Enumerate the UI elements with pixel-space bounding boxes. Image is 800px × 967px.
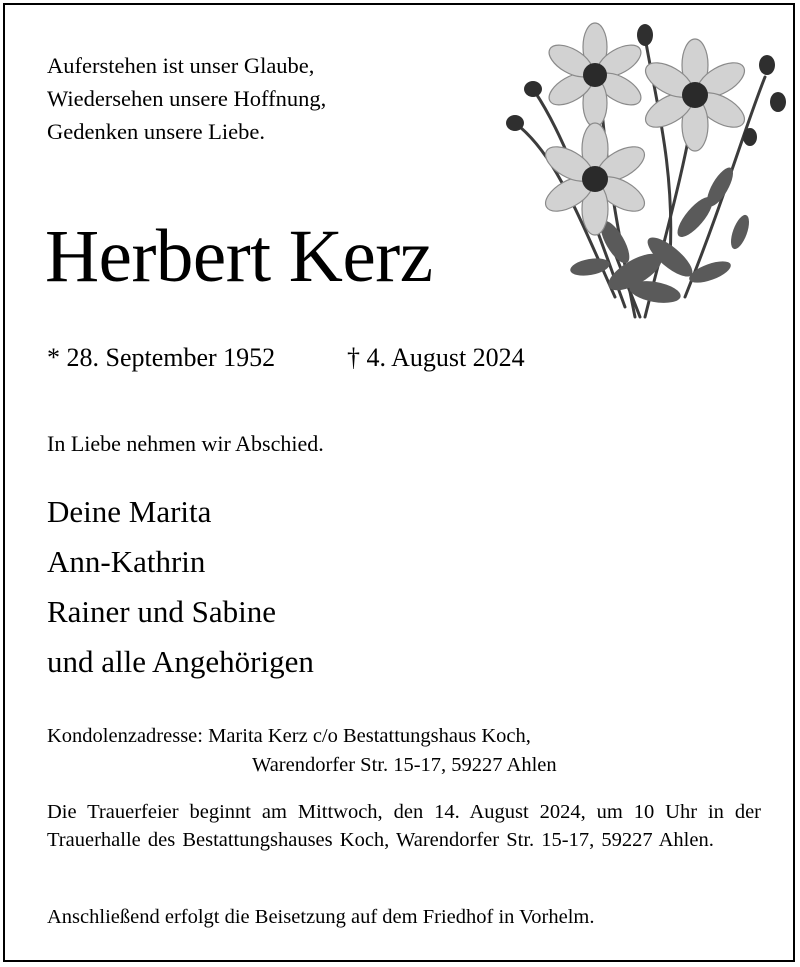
obituary-notice [3, 3, 795, 962]
family-member: Rainer und Sabine [47, 594, 277, 629]
family-member: Ann-Kathrin [47, 544, 206, 579]
motto-verse [47, 49, 326, 148]
condolence-line: Kondolenzadresse: Marita Kerz c/o Bestattungshaus Koch, [47, 725, 531, 747]
death-date: † 4. August 2024 [347, 343, 525, 372]
motto-line: Wiedersehen unsere Hoffnung, [47, 86, 327, 111]
motto-line: Auferstehen ist unser Glaube, [47, 53, 315, 78]
burial-info: Anschließend erfolgt die Beisetzung auf dem Friedhof in Vorhelm. [47, 906, 595, 928]
life-dates [47, 343, 525, 373]
birth-date: * 28. September 1952 [47, 343, 276, 372]
ceremony-info: Die Trauerfeier beginnt am Mittwoch, den 14. August 2024, um 10 Uhr in der Trauerhalle des Bestattungshauses Koch, Warendorfer Str. 15-17, 59227 Ahlen. [47, 801, 761, 851]
condolence-address [47, 722, 557, 780]
family-member: Deine Marita [47, 494, 212, 529]
motto-line: Gedenken unsere Liebe. [47, 119, 266, 144]
deceased-name: Herbert Kerz [45, 215, 433, 298]
farewell-line: In Liebe nehmen wir Abschied. [47, 431, 324, 456]
family-list [47, 487, 314, 687]
family-member: und alle Angehörigen [47, 644, 314, 679]
flower-bouquet-icon [495, 17, 795, 337]
condolence-line: Warendorfer Str. 15-17, 59227 Ahlen [252, 754, 557, 776]
